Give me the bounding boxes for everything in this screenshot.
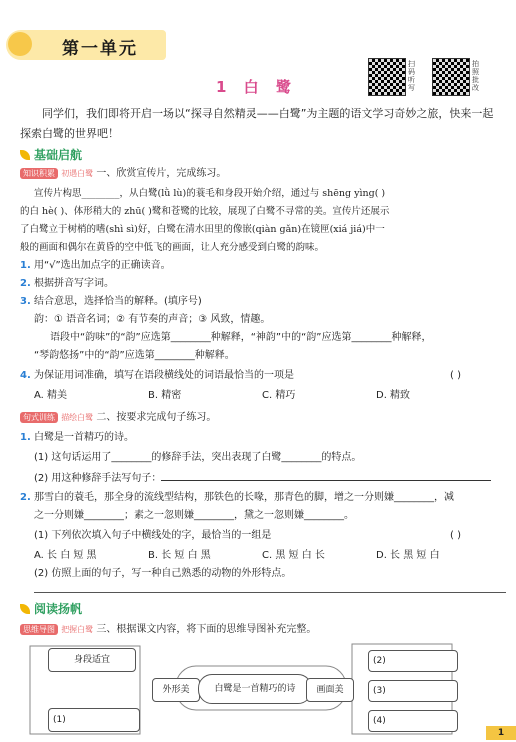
- part-subtag: 描绘白鹭: [61, 413, 94, 422]
- question-item: 4. 为保证用词准确，填写在语段横线处的词语最恰当的一项是: [20, 370, 294, 381]
- map-box-shape: 身段适宜: [48, 648, 136, 672]
- map-box-blank[interactable]: (3): [368, 680, 458, 702]
- leaf-icon: [20, 150, 30, 160]
- unit-circle-icon: [8, 32, 32, 56]
- part-title: 三、根据课文内容，将下面的思维导图补充完整。: [96, 624, 317, 635]
- part1-header: [20, 166, 226, 182]
- choice-c[interactable]: C. 精巧: [262, 390, 296, 401]
- question-line[interactable]: 之一分则嫌________；素之一忽则嫌________，黛之一忽则嫌________。: [34, 510, 354, 521]
- passage-line: 的白 hè( )、体形稍大的 zhū( )鹭和苍鹭的比较，展现了白鹭不寻常的美。宣传片还展示: [20, 206, 390, 217]
- part-title: 一、欣赏宣传片，完成练习。: [96, 168, 227, 179]
- choice-c[interactable]: C. 黑 短 白 长: [262, 550, 325, 561]
- part-subtag: 把握白鹭: [61, 625, 94, 634]
- qr-code-icon[interactable]: [432, 58, 470, 96]
- question-line[interactable]: “琴韵悠扬”中的“韵”应选第________种解释。: [34, 350, 235, 361]
- part-title: 二、按要求完成句子练习。: [96, 412, 217, 423]
- answer-paren[interactable]: ( ): [450, 370, 461, 381]
- question-item: 2. 根据拼音写字词。: [20, 278, 114, 289]
- choice-b[interactable]: B. 精密: [148, 390, 182, 401]
- passage-line: 宣传片构思________，从白鹭(lǜ lù)的蓑毛和身段开始介绍，通过与 shēng yìng( ): [34, 188, 386, 199]
- part2-header: [20, 410, 216, 426]
- choice-d[interactable]: D. 长 黑 短 白: [376, 550, 440, 561]
- choice-b[interactable]: B. 长 短 白 黑: [148, 550, 211, 561]
- section-heading: 阅读扬帆: [34, 602, 83, 616]
- leaf-icon: [20, 604, 30, 614]
- map-box-blank[interactable]: (2): [368, 650, 458, 672]
- map-center: 白鹭是一首精巧的诗: [198, 674, 312, 704]
- choice-a[interactable]: A. 长 白 短 黑: [34, 550, 97, 561]
- part-tag: 知识积累: [20, 168, 58, 179]
- passage-line: 了白鹭立于树梢的嗜(shì sì)好，白鹭在清水田里的像嵌(qiàn gǎn)在镜匣(xiá jiá)中一: [20, 224, 385, 235]
- page-number: 1: [486, 726, 516, 740]
- question-options: 韵：① 语音名词；② 有节奏的声音；③ 风致，情趣。: [34, 314, 271, 325]
- map-box-blank[interactable]: (1): [48, 708, 140, 732]
- answer-paren[interactable]: ( ): [450, 530, 461, 541]
- question-line[interactable]: (2) 用这种修辞手法写句子：: [34, 470, 491, 487]
- question-item: 2. 那雪白的蓑毛，那全身的流线型结构，那铁色的长喙，那青色的脚，增之一分则嫌________，减: [20, 492, 454, 503]
- qr-label: 扫码听写: [408, 60, 415, 92]
- map-box-appearance: 外形美: [152, 678, 200, 702]
- unit-title: 第一单元: [62, 39, 138, 59]
- question-line: (1) 下列依次填入句子中横线处的字，最恰当的一组是: [34, 530, 272, 541]
- question-item: 1. 白鹭是一首精巧的诗。: [20, 432, 134, 443]
- question-item: 3. 结合意思，选择恰当的解释。(填序号): [20, 296, 202, 307]
- question-line[interactable]: (1) 这句话运用了________的修辞手法，突出表现了白鹭________的特点。: [34, 452, 362, 463]
- choice-a[interactable]: A. 精美: [34, 390, 68, 401]
- choice-d[interactable]: D. 精致: [376, 390, 411, 401]
- qr-code-icon[interactable]: [368, 58, 406, 96]
- map-box-blank[interactable]: (4): [368, 710, 458, 732]
- passage-line: 般的画面和偶尔在黄昏的空中低飞的画面，让人充分感受到白鹭的韵味。: [20, 242, 325, 253]
- section-heading: 基础启航: [34, 148, 83, 162]
- intro-text: 同学们，我们即将开启一场以“探寻自然精灵——白鹭”为主题的语文学习奇妙之旅，快来一起探索白鹭的世界吧！: [20, 107, 494, 140]
- question-line[interactable]: 语段中“韵味”的“韵”应选第________种解释，“神韵”中的“韵”应选第________种解释，: [50, 332, 432, 343]
- lesson-title: 1 白 鹭: [216, 78, 297, 96]
- part-subtag: 初遇白鹭: [61, 169, 94, 178]
- qr-label: 拍照批改: [472, 60, 479, 92]
- question-line: (2) 仿照上面的句子，写一种自己熟悉的动物的外形特点。: [34, 568, 292, 579]
- part-tag: 思维导图: [20, 624, 58, 635]
- answer-line[interactable]: [34, 592, 506, 593]
- map-box-scene: 画面美: [306, 678, 354, 702]
- part-tag: 句式训练: [20, 412, 58, 423]
- question-item: 1. 用“√”选出加点字的正确读音。: [20, 260, 171, 271]
- part3-header: [20, 622, 316, 638]
